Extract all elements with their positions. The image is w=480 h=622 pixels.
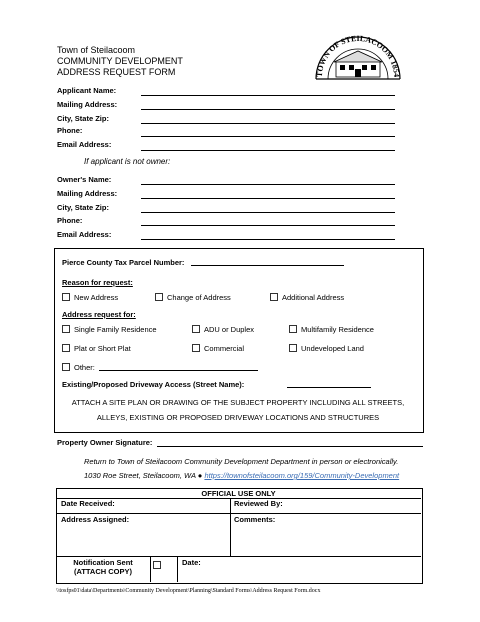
signature-label: Property Owner Signature: <box>57 438 153 447</box>
applicant-mailing-label: Mailing Address: <box>57 100 118 109</box>
owner-name-label: Owner's Name: <box>57 175 112 184</box>
single-family-label: Single Family Residence <box>74 325 157 334</box>
other-label: Other: <box>74 363 95 372</box>
applicant-city-field[interactable] <box>141 123 395 124</box>
attach-instruction-line1: ATTACH A SITE PLAN OR DRAWING OF THE SUBJECT PROPERTY INCLUDING ALL STREETS, <box>71 398 405 407</box>
reason-heading: Reason for request: <box>62 278 133 287</box>
additional-address-checkbox[interactable] <box>270 293 278 301</box>
owner-note: If applicant is not owner: <box>84 157 171 166</box>
change-address-checkbox[interactable] <box>155 293 163 301</box>
applicant-phone-label: Phone: <box>57 126 83 135</box>
applicant-mailing-field[interactable] <box>141 109 395 110</box>
applicant-phone-field[interactable] <box>141 136 395 137</box>
address-request-heading: Address request for: <box>62 310 136 319</box>
driveway-label: Existing/Proposed Driveway Access (Street Name): <box>62 380 245 389</box>
owner-phone-field[interactable] <box>141 225 395 226</box>
applicant-city-label: City, State Zip: <box>57 114 109 123</box>
change-address-label: Change of Address <box>167 293 231 302</box>
town-name: Town of Steilacoom <box>57 45 136 55</box>
plat-checkbox[interactable] <box>62 344 70 352</box>
commercial-label: Commercial <box>204 344 245 353</box>
undeveloped-checkbox[interactable] <box>289 344 297 352</box>
adu-duplex-label: ADU or Duplex <box>204 325 255 334</box>
notification-sent-checkbox[interactable] <box>153 561 161 569</box>
single-family-checkbox[interactable] <box>62 325 70 333</box>
applicant-email-label: Email Address: <box>57 140 112 149</box>
adu-duplex-checkbox[interactable] <box>192 325 200 333</box>
driveway-field[interactable] <box>287 387 371 388</box>
office-address <box>84 471 399 480</box>
other-checkbox[interactable] <box>62 363 70 371</box>
notification-date-label: Date: <box>182 558 201 567</box>
attach-instruction-line2: ALLEYS, EXISTING OR PROPOSED DRIVEWAY LOCATIONS AND STRUCTURES <box>96 413 380 422</box>
additional-address-label: Additional Address <box>282 293 345 302</box>
applicant-email-field[interactable] <box>141 150 395 151</box>
owner-email-label: Email Address: <box>57 230 112 239</box>
comments-label: Comments: <box>234 515 276 524</box>
town-seal-logo <box>312 33 404 85</box>
owner-phone-label: Phone: <box>57 216 83 225</box>
new-address-checkbox[interactable] <box>62 293 70 301</box>
department-name: COMMUNITY DEVELOPMENT <box>57 56 183 66</box>
multifamily-checkbox[interactable] <box>289 325 297 333</box>
footer-file-path: \\tosfps01\data\Departments\Community Development\Planning\Standard Forms\Address Request Form.docx <box>56 588 321 594</box>
seal-text: TOWN OF STEILACOOM 1854 <box>314 33 402 78</box>
new-address-label: New Address <box>74 293 119 302</box>
owner-name-field[interactable] <box>141 184 395 185</box>
owner-mailing-label: Mailing Address: <box>57 189 118 198</box>
other-field[interactable] <box>99 370 258 371</box>
owner-city-label: City, State Zip: <box>57 203 109 212</box>
multifamily-label: Multifamily Residence <box>301 325 374 334</box>
tax-parcel-label: Pierce County Tax Parcel Number: <box>62 258 185 267</box>
notification-sent-label: Notification Sent (ATTACH COPY) <box>73 558 133 576</box>
address-assigned-label: Address Assigned: <box>61 515 130 524</box>
office-address-text: 1030 Roe Street, Steilacoom, WA ● <box>84 471 203 480</box>
owner-email-field[interactable] <box>141 239 395 240</box>
signature-field[interactable] <box>157 446 423 447</box>
plat-label: Plat or Short Plat <box>74 344 131 353</box>
undeveloped-label: Undeveloped Land <box>301 344 364 353</box>
applicant-name-field[interactable] <box>141 95 395 96</box>
owner-mailing-field[interactable] <box>141 198 395 199</box>
tax-parcel-field[interactable] <box>191 265 344 266</box>
commercial-checkbox[interactable] <box>192 344 200 352</box>
date-received-label: Date Received: <box>61 499 115 508</box>
form-title: ADDRESS REQUEST FORM <box>57 67 176 77</box>
applicant-name-label: Applicant Name: <box>57 86 117 95</box>
official-use-title: OFFICIAL USE ONLY <box>201 489 276 498</box>
reviewed-by-label: Reviewed By: <box>234 499 283 508</box>
return-instruction: Return to Town of Steilacoom Community Development Department in person or electronically. <box>84 457 399 466</box>
owner-city-field[interactable] <box>141 212 395 213</box>
community-development-link[interactable]: https://townofsteilacoom.org/159/Community-Development <box>204 471 400 480</box>
